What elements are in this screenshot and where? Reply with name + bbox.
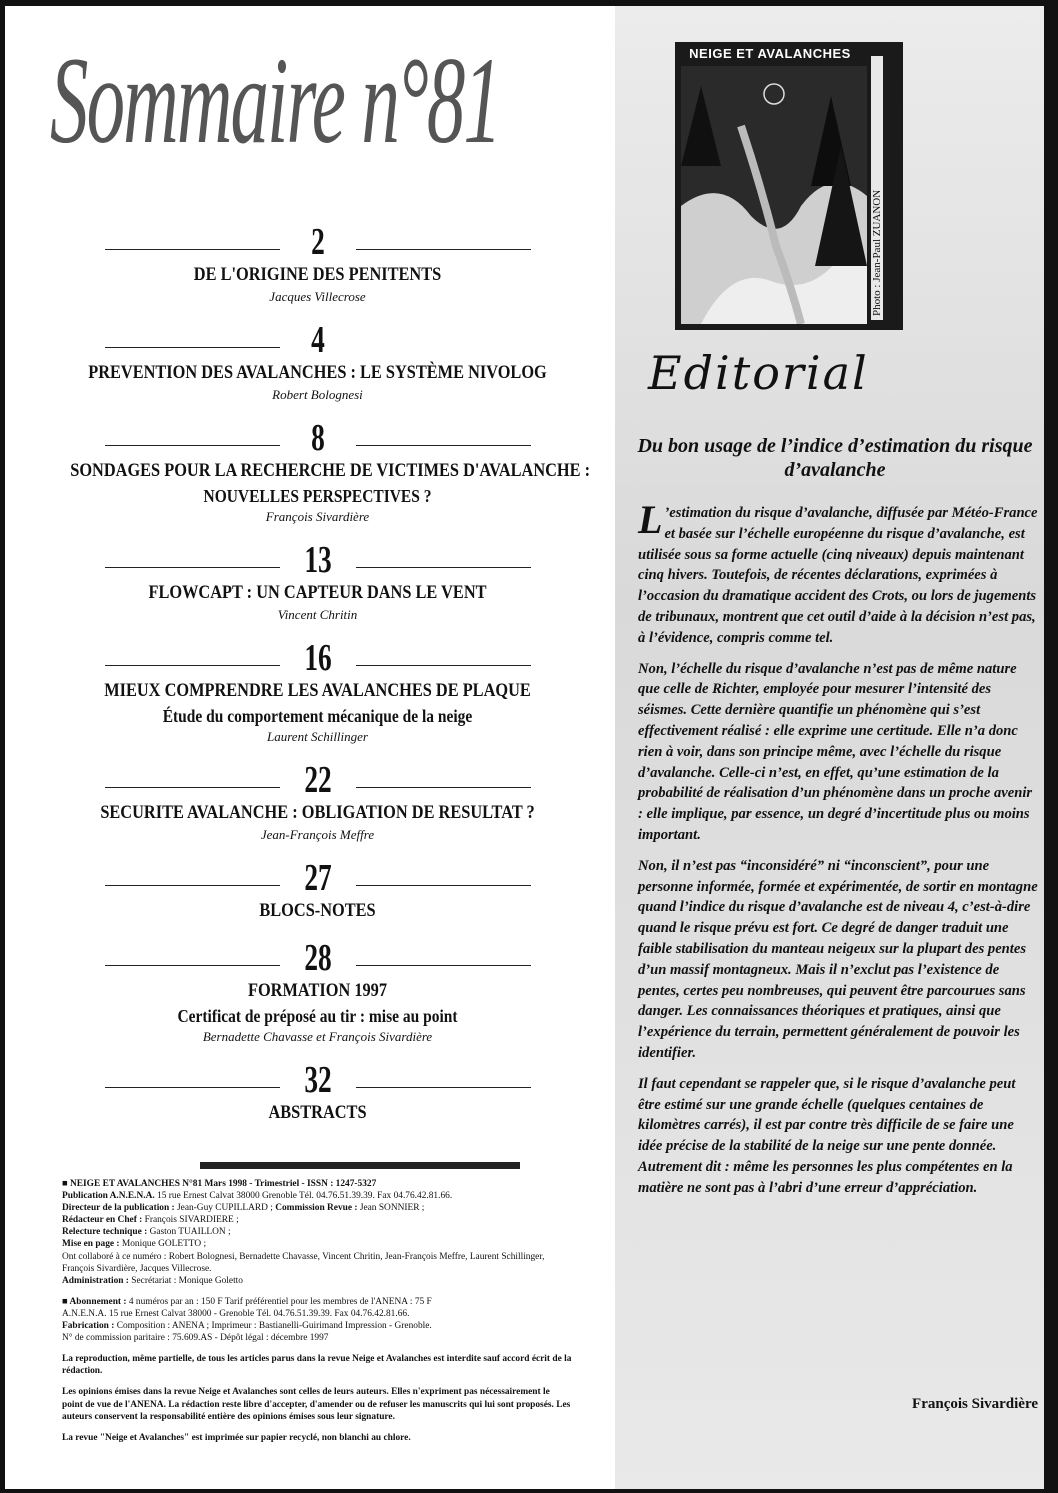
scan-border-right	[1044, 0, 1058, 1493]
toc-page-number: 22	[303, 759, 332, 801]
colophon-credits	[62, 1178, 572, 1287]
toc-title: FLOWCAPT : UN CAPTEUR DANS LE VENT	[148, 582, 487, 603]
colophon-label: Administration :	[62, 1275, 129, 1286]
toc-page-number: 27	[303, 857, 332, 899]
toc-title: ABSTRACTS	[268, 1102, 367, 1123]
colophon-text: N° de commission paritaire : 75.609.AS - Dépôt légal : décembre 1997	[62, 1333, 329, 1344]
toc-page-number: 2	[310, 221, 325, 263]
toc-title: PREVENTION DES AVALANCHES : LE SYSTÈME NIVOLOG	[88, 362, 547, 383]
colophon-text: Composition : ANENA ; Imprimeur : Bastianelli-Guirimand Impression - Grenoble.	[114, 1321, 432, 1332]
colophon-label: Fabrication :	[62, 1321, 115, 1332]
colophon-text: Jean-Guy CUPILLARD ;	[174, 1203, 276, 1214]
rule-left	[105, 1087, 280, 1088]
toc-entry[interactable]	[30, 418, 605, 526]
rule-right	[356, 445, 531, 446]
rule-left	[105, 885, 280, 886]
drop-cap: L	[638, 497, 663, 542]
toc-author: Robert Bolognesi	[272, 387, 363, 402]
page-title: Sommaire n°81	[50, 32, 501, 169]
rule-right	[356, 567, 531, 568]
toc-author: Jacques Villecrose	[269, 289, 366, 304]
toc-entry[interactable]	[30, 1060, 605, 1126]
cover-title: NEIGE ET AVALANCHES	[689, 46, 851, 61]
toc-page-number: 16	[303, 637, 332, 679]
rule-left	[105, 347, 280, 348]
colophon-text: François SIVARDIERE ;	[142, 1215, 239, 1226]
colophon-label: Mise en page :	[62, 1239, 120, 1250]
toc-entry[interactable]	[30, 938, 605, 1046]
legal-notice: La reproduction, même partielle, de tous les articles parus dans la revue Neige et Avalanches est interdite sauf accord écrit de la rédaction.	[62, 1354, 572, 1377]
toc-title: SONDAGES POUR LA RECHERCHE DE VICTIMES D'AVALANCHE :	[70, 460, 591, 481]
colophon-label: Directeur de la publication :	[62, 1203, 175, 1214]
toc-title: SECURITE AVALANCHE : OBLIGATION DE RESULTAT ?	[100, 802, 535, 823]
colophon-label: ■ Abonnement :	[62, 1296, 127, 1307]
toc-entry[interactable]	[30, 858, 605, 924]
colophon-text: 4 numéros par an : 150 F Tarif préférentiel pour les membres de l'ANENA : 75 F	[126, 1296, 432, 1307]
toc-author: Bernadette Chavasse et François Sivardière	[202, 1029, 433, 1044]
scan-border-left	[0, 0, 5, 1493]
colophon-text: 15 rue Ernest Calvat 38000 Grenoble Tél. 04.76.51.39.39. Fax 04.76.42.81.66.	[154, 1191, 453, 1202]
toc-entry[interactable]	[30, 760, 605, 844]
table-of-contents	[30, 222, 605, 1140]
colophon-text: Monique GOLETTO ;	[119, 1239, 207, 1250]
editorial-paragraph: Non, il n’est pas “inconsidéré” ni “inconscient”, pour une personne informée, formée et expérimentée, de sortir en montagne quand l’indice du risque d’avalanche est de niveau 4, c’est-à-dire quand le risque prévu est fort. Ce degré de danger traduit une faible stabilisation du manteau neigeux sur la plupart des pentes d’un massif montagneux. Mais il n’exclut pas l’existence de pentes, certes peu nombreuses, qui peuvent être parcourues sans danger. Les connaissances théoriques et pratiques, ainsi que l’expérience du terrain, permettent généralement de pouvoir les identifier.	[638, 857, 1038, 1061]
colophon-contributors: Ont collaboré à ce numéro : Robert Bolognesi, Bernadette Chavasse, Vincent Chritin, Jean-François Meffre, Laurent Schillinger, François Sivardière, Jacques Villecrose.	[62, 1251, 545, 1274]
colophon-subscription	[62, 1296, 572, 1344]
toc-page-number: 8	[310, 417, 325, 459]
rule-left	[105, 965, 280, 966]
editorial-paragraph: Non, l’échelle du risque d’avalanche n’est pas de même nature que celle de Richter, employée pour mesurer l’intensité des séismes. Cette dernière quantifie un phénomène qui s’est effectivement réalisé : elle exprime une certitude. Elle n’a donc rien à voir, dans son principe même, avec l’échelle du risque d’avalanche. Celle-ci n’est, en effet, qu’une estimation de la probabilité de réalisation d’un phénomène dans un proche avenir : elle implique, par essence, un degré d’incertitude plus ou moins important.	[638, 660, 1033, 843]
toc-subtitle: Étude du comportement mécanique de la neige	[162, 706, 473, 726]
editorial-body	[638, 497, 1038, 1209]
paragraph-text: ’estimation du risque d’avalanche, diffusée par Météo-France et basée sur l’échelle européenne du risque d’avalanche, est utilisée sous sa forme actuelle (cinq niveaux) depuis maintenant cinq hivers. Toutefois, de récentes déclarations, exprimées à l’occasion du dramatique accident des Crots, ou lors de jugements de tribunaux, montrent que cet outil d’aide à la décision n’est pas, à l’évidence, compris comme tel.	[638, 505, 1038, 646]
editorial-signature: François Sivardière	[912, 1396, 1038, 1412]
scan-border-bottom	[0, 1489, 1058, 1493]
photo-credit: Photo : Jean-Paul ZUANON	[871, 56, 883, 320]
section-divider	[200, 1162, 520, 1169]
editorial-subtitle: Du bon usage de l’indice d’estimation du risque d’avalanche	[637, 435, 1033, 481]
toc-title: BLOCS-NOTES	[259, 900, 376, 921]
toc-page-number: 32	[303, 1059, 332, 1101]
colophon-label: Rédacteur en Chef :	[62, 1215, 143, 1226]
editorial-heading: Editorial	[648, 346, 869, 400]
rule-right	[356, 1087, 531, 1088]
colophon-text: Gaston TUAILLON ;	[147, 1227, 231, 1238]
rule-right	[356, 965, 531, 966]
toc-author: François Sivardière	[265, 509, 370, 524]
toc-entry[interactable]	[30, 540, 605, 624]
cover-photo-snow-forest	[681, 66, 867, 324]
toc-subtitle: Certificat de préposé au tir : mise au point	[177, 1006, 458, 1026]
colophon	[62, 1178, 572, 1453]
toc-author: Jean-François Meffre	[260, 827, 375, 842]
colophon-text: Jean SONNIER ;	[357, 1203, 425, 1214]
rule-right	[356, 249, 531, 250]
colophon-label: Relecture technique :	[62, 1227, 148, 1238]
legal-notice: Les opinions émises dans la revue Neige et Avalanches sont celles de leurs auteurs. Elles n'expriment pas nécessairement le point de vue de l'ANENA. La rédaction reste libre d'accepter, d'amender ou de refuser les manuscrits qui lui sont proposés. Les auteurs conservent la responsabilité entière des opinions émises sous leur signature.	[62, 1387, 571, 1422]
rule-left	[105, 665, 280, 666]
toc-page-number: 28	[303, 937, 332, 979]
rule-right	[356, 665, 531, 666]
rule-left	[105, 787, 280, 788]
editorial-paragraph: Il faut cependant se rappeler que, si le risque d’avalanche peut être estimé sur une grande échelle (quelques centaines de kilomètres carrés), il est par contre très difficile de se faire une idée précise de la stabilité de la neige sur une pente donnée. Autrement dit : même les personnes les plus compétentes en la matière ne sont pas à l’abri d’une erreur d’appréciation.	[638, 1075, 1016, 1196]
toc-title: MIEUX COMPRENDRE LES AVALANCHES DE PLAQUE	[104, 680, 531, 701]
toc-page-number: 4	[310, 319, 325, 361]
colophon-text: Secrétariat : Monique Goletto	[128, 1275, 243, 1286]
rule-left	[105, 249, 280, 250]
toc-title: FORMATION 1997	[247, 980, 388, 1001]
colophon-label: Commission Revue :	[275, 1203, 358, 1214]
toc-author: Vincent Chritin	[277, 607, 358, 622]
toc-title: DE L'ORIGINE DES PENITENTS	[193, 264, 442, 285]
toc-page-number: 13	[303, 539, 332, 581]
colophon-issn: ■ NEIGE ET AVALANCHES N°81 Mars 1998 - Trimestriel - ISSN : 1247-5327	[62, 1179, 377, 1189]
toc-entry[interactable]	[30, 222, 605, 306]
colophon-label: Publication A.N.E.N.A.	[62, 1191, 155, 1202]
scan-border-top	[0, 0, 1058, 6]
colophon-text: A.N.E.N.A. 15 rue Ernest Calvat 38000 - Grenoble Tél. 04.76.51.39.39. Fax 04.76.42.81.66.	[62, 1308, 410, 1319]
toc-subtitle: NOUVELLES PERSPECTIVES ?	[203, 486, 432, 506]
legal-notice: La revue "Neige et Avalanches" est imprimée sur papier recyclé, non blanchi au chlore.	[62, 1432, 411, 1443]
rule-left	[105, 567, 280, 568]
toc-author: Laurent Schillinger	[267, 729, 368, 744]
rule-right	[356, 885, 531, 886]
toc-entry[interactable]	[30, 320, 605, 404]
rule-right	[356, 787, 531, 788]
rule-left	[105, 445, 280, 446]
editorial-paragraph	[638, 497, 1038, 649]
magazine-cover	[675, 42, 903, 330]
toc-entry[interactable]	[30, 638, 605, 746]
